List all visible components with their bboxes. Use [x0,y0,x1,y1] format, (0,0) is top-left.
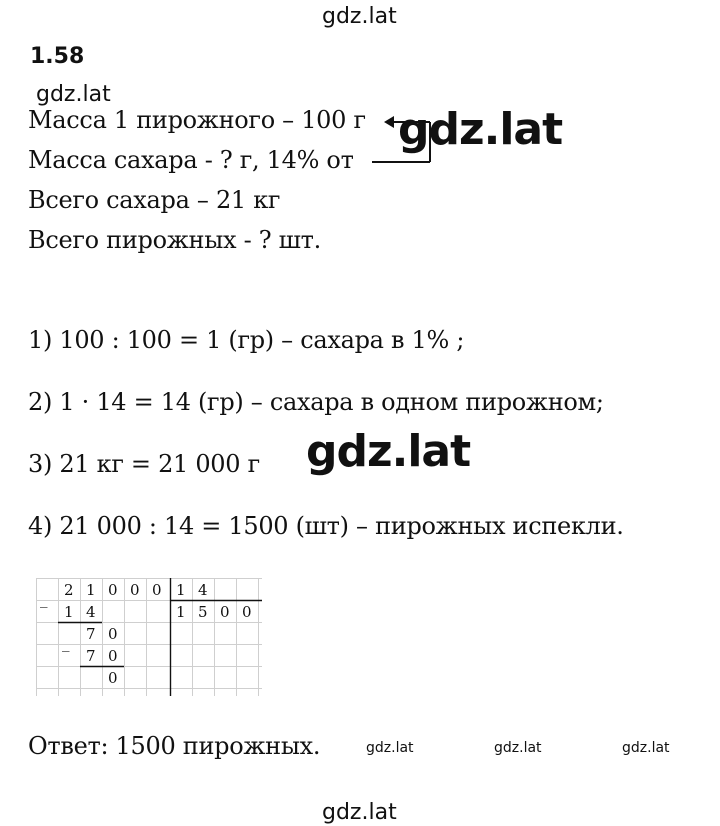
watermark-big-2: gdz.lat [306,426,471,477]
divisor-digit: 4 [198,581,208,599]
answer-line: Ответ: 1500 пирожных. [28,732,321,760]
remainder-digit: 0 [108,625,118,643]
dividend-digit: 0 [152,581,162,599]
condition-line-2: Масса сахара - ? г, 14% от [28,146,354,174]
watermark-small-2: gdz.lat [494,740,542,756]
subtrahend-digit: 1 [64,603,74,621]
quotient-digit: 1 [176,603,186,621]
remainder-digit: 7 [86,625,96,643]
condition-line-1: Масса 1 пирожного – 100 г [28,106,366,134]
divisor-digit: 1 [176,581,186,599]
quotient-digit: 0 [220,603,230,621]
dividend-digit: 1 [86,581,96,599]
watermark-top: gdz.lat [322,4,397,29]
subtrahend-2-digit: 7 [86,647,96,665]
dividend-digit: 2 [64,581,74,599]
watermark-under-number: gdz.lat [36,82,111,107]
step-2: 2) 1 · 14 = 14 (гр) – сахара в одном пирожном; [28,388,604,416]
watermark-big-1: gdz.lat [398,104,563,155]
step-4: 4) 21 000 : 14 = 1500 (шт) – пирожных испекли. [28,512,624,540]
minus-sign-2: _ [62,634,70,652]
dividend-digit: 0 [130,581,140,599]
subtrahend-2-digit: 0 [108,647,118,665]
watermark-small-1: gdz.lat [366,740,414,756]
subtrahend-digit: 4 [86,603,96,621]
minus-sign-1: _ [40,590,48,608]
watermark-small-3: gdz.lat [622,740,670,756]
watermark-bottom: gdz.lat [322,800,397,825]
step-1: 1) 100 : 100 = 1 (гр) – сахара в 1% ; [28,326,465,354]
problem-number: 1.58 [30,44,85,69]
final-remainder: 0 [108,669,118,687]
condition-line-3: Всего сахара – 21 кг [28,186,281,214]
quotient-digit: 0 [242,603,252,621]
quotient-digit: 5 [198,603,208,621]
condition-line-4: Всего пирожных - ? шт. [28,226,321,254]
dividend-digit: 0 [108,581,118,599]
step-3: 3) 21 кг = 21 000 г [28,450,260,478]
long-division-grid [36,578,262,698]
